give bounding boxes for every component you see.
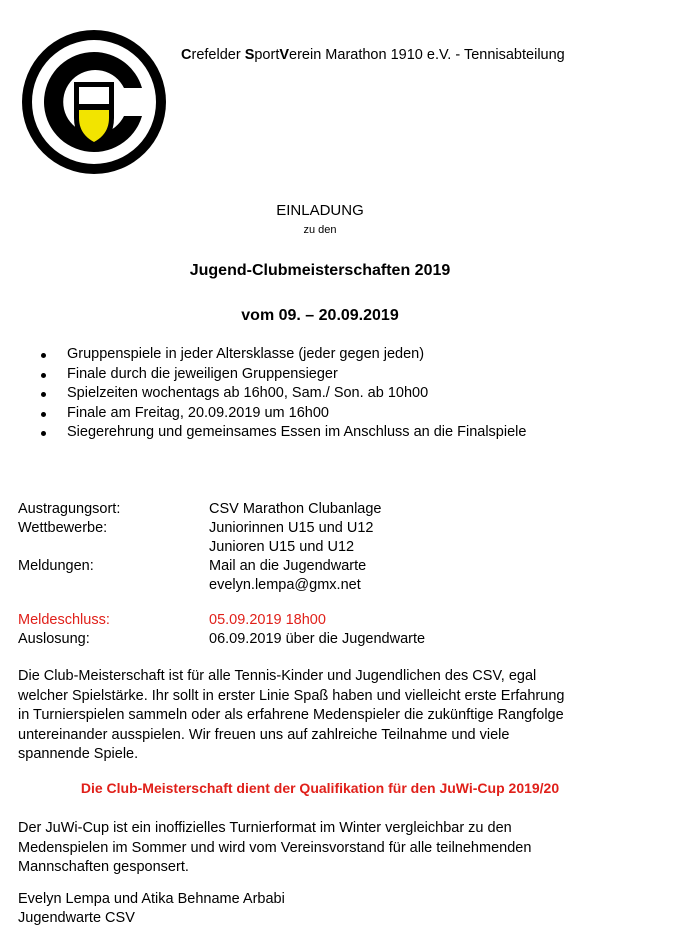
venue-label: Austragungsort: (18, 501, 121, 517)
description-paragraph (18, 667, 658, 765)
competitions-label: Wettbewerbe: (18, 520, 108, 536)
registration-label: Meldungen: (18, 558, 94, 574)
registration-value-1: Mail an die Jugendwarte (209, 558, 367, 574)
invitation-subheading: zu den (303, 224, 337, 236)
paragraph-line: Der JuWi-Cup ist ein inoffizielles Turnierformat im Winter vergleichbar zu den (18, 820, 512, 836)
paragraph-line: Medenspielen im Sommer und wird vom Vereinsvorstand für alle teilnehmenden (18, 839, 532, 856)
paragraph-line: in Turnierspielen sammeln oder als erfahrene Medenspieler die zukünftige Rangfolge (18, 707, 564, 723)
paragraph-line: Die Club-Meisterschaft ist für alle Tennis-Kinder und Jugendlichen des CSV, egal (18, 668, 537, 684)
juwi-cup-paragraph (18, 819, 658, 878)
org-name-part: erein Marathon 1910 e.V. - Tennisabteilung (289, 47, 565, 63)
club-logo (22, 30, 166, 174)
bullet-item: Spielzeiten wochentags ab 16h00, Sam./ Son. ab 10h00 (38, 384, 526, 404)
paragraph-line: Mannschaften gesponsert. (18, 859, 189, 875)
event-title: Jugend-Clubmeisterschaften 2019 (189, 262, 451, 279)
signature-names: Evelyn Lempa und Atika Behname Arbabi (18, 891, 285, 907)
org-name-part: refelder (191, 47, 245, 63)
paragraph-line: untereinander ausspielen. Wir freuen uns auf zahlreiche Teilnahme und viele (18, 726, 510, 743)
organization-name (181, 47, 565, 63)
event-dates: vom 09. – 20.09.2019 (241, 307, 399, 324)
bullet-item: Gruppenspiele in jeder Altersklasse (jeder gegen jeden) (38, 345, 526, 365)
registration-email: evelyn.lempa@gmx.net (209, 577, 361, 593)
venue-value: CSV Marathon Clubanlage (209, 501, 382, 517)
bullet-item: Finale am Freitag, 20.09.2019 um 16h00 (38, 404, 526, 424)
qualification-notice: Die Club-Meisterschaft dient der Qualifikation für den JuWi-Cup 2019/20 (80, 780, 560, 796)
bullet-item: Siegerehrung und gemeinsames Essen im Anschluss an die Finalspiele (38, 423, 526, 443)
paragraph-line: spannende Spiele. (18, 746, 139, 762)
deadline-label: Meldeschluss: (18, 612, 110, 628)
draw-label: Auslosung: (18, 631, 90, 647)
deadline-value: 05.09.2019 18h00 (209, 612, 326, 628)
org-name-part: port (254, 47, 280, 63)
invitation-heading: EINLADUNG (276, 202, 364, 219)
org-name-part: V (279, 47, 290, 63)
event-bullet-list (38, 345, 526, 443)
org-name-part: C (181, 47, 192, 63)
bullet-item: Finale durch die jeweiligen Gruppensieger (38, 365, 526, 385)
competitions-value-2: Junioren U15 und U12 (209, 539, 355, 555)
competitions-value-1: Juniorinnen U15 und U12 (209, 520, 374, 536)
draw-value: 06.09.2019 über die Jugendwarte (209, 631, 426, 647)
signature-role: Jugendwarte CSV (18, 910, 135, 926)
paragraph-line: welcher Spielstärke. Ihr sollt in erster Linie Spaß haben und vielleicht erste Erfahrung (18, 687, 565, 704)
org-name-part: S (244, 47, 255, 63)
